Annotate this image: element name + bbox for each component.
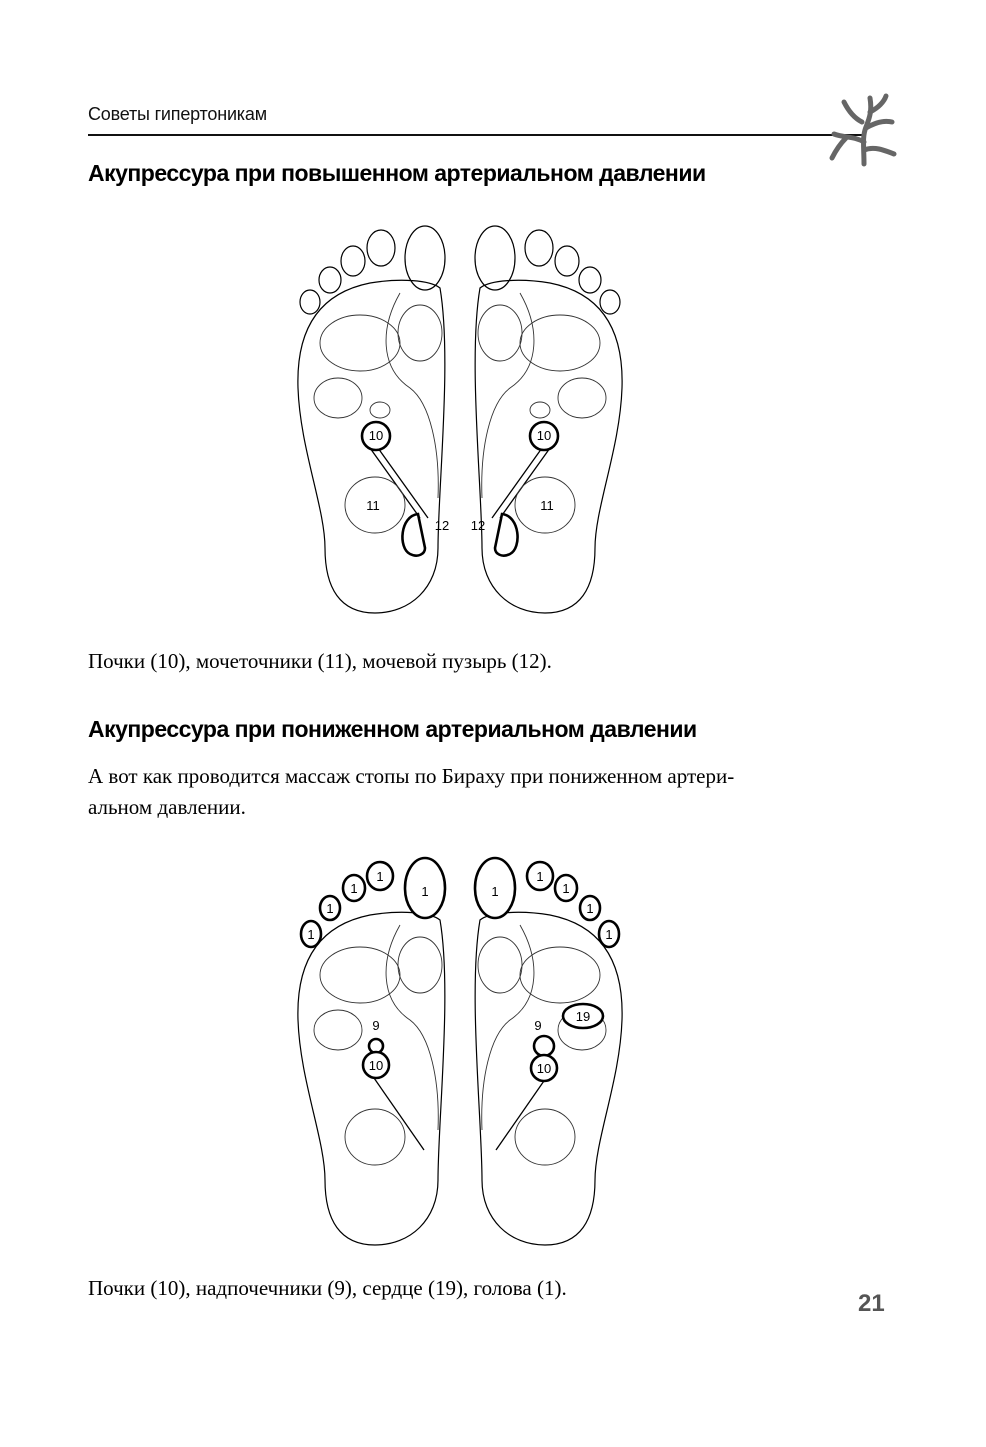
intro-line-1: А вот как проводится массаж стопы по Бираху при пониженном артери- bbox=[88, 764, 735, 788]
right-toe-5 bbox=[600, 290, 620, 314]
right-2-head-label-3: 1 bbox=[562, 881, 570, 896]
left-toe-5 bbox=[300, 290, 320, 314]
left-meridian-line bbox=[386, 293, 438, 498]
right-zone-c bbox=[558, 378, 606, 418]
right-2-meridian-line bbox=[482, 925, 534, 1130]
right-ureter-line-b bbox=[492, 448, 542, 518]
intro-paragraph bbox=[88, 761, 848, 823]
right-foot-2 bbox=[475, 858, 622, 1245]
left-big-toe bbox=[405, 226, 445, 290]
right-zone-b bbox=[478, 305, 522, 361]
right-2-head-label-2: 1 bbox=[536, 869, 544, 884]
left-2-head-label-5: 1 bbox=[307, 927, 315, 942]
right-2-adrenal-point bbox=[534, 1036, 554, 1056]
right-toe-4 bbox=[579, 267, 601, 293]
right-toe-2 bbox=[525, 230, 553, 266]
left-2-ureter-line bbox=[374, 1078, 424, 1150]
right-bladder-zone bbox=[495, 514, 518, 556]
feet-diagram-high-pressure bbox=[270, 218, 650, 618]
right-2-heart-label: 19 bbox=[575, 1009, 591, 1024]
right-2-ureter-line bbox=[496, 1078, 546, 1150]
left-toe-2 bbox=[367, 230, 395, 266]
left-2-head-label-4: 1 bbox=[326, 901, 334, 916]
right-bladder-label: 12 bbox=[470, 518, 486, 533]
feet-diagram-low-pressure bbox=[270, 850, 650, 1250]
left-zone-c bbox=[314, 378, 362, 418]
heading-high-pressure: Акупрессура при повышенном артериальном давлении bbox=[88, 160, 706, 186]
left-toe-4 bbox=[319, 267, 341, 293]
right-zone-d bbox=[530, 402, 550, 418]
heading-low-pressure: Акупрессура при пониженном артериальном давлении bbox=[88, 716, 697, 742]
right-2-head-label-5: 1 bbox=[605, 927, 613, 942]
left-foot bbox=[298, 226, 449, 613]
caption-low-pressure: Почки (10), надпочечники (9), сердце (19), голова (1). bbox=[88, 1276, 567, 1300]
right-ureter-label: 11 bbox=[540, 498, 554, 513]
caption-high-pressure: Почки (10), мочеточники (11), мочевой пузырь (12). bbox=[88, 649, 552, 673]
right-meridian-line bbox=[482, 293, 534, 498]
left-2-head-label-3: 1 bbox=[350, 881, 358, 896]
left-bladder-label: 12 bbox=[434, 518, 450, 533]
left-2-head-label-2: 1 bbox=[376, 869, 384, 884]
right-2-kidney-label: 10 bbox=[536, 1061, 552, 1076]
left-foot-2 bbox=[298, 858, 445, 1245]
left-foot-2-outline bbox=[298, 912, 445, 1245]
left-bladder-zone bbox=[402, 514, 425, 556]
branch-ornament-icon bbox=[826, 92, 902, 168]
page-number: 21 bbox=[858, 1290, 885, 1317]
left-2-head-label-1: 1 bbox=[421, 884, 429, 899]
right-2-head-label-1: 1 bbox=[491, 884, 499, 899]
right-2-lower-zone bbox=[515, 1109, 575, 1165]
right-2-head-label-4: 1 bbox=[586, 901, 594, 916]
left-2-zone-c bbox=[314, 1010, 362, 1050]
right-toe-3 bbox=[555, 246, 579, 276]
left-2-zone-b bbox=[398, 937, 442, 993]
left-2-meridian-line bbox=[386, 925, 438, 1130]
left-kidney-label: 10 bbox=[368, 428, 384, 443]
header-rule bbox=[88, 134, 866, 136]
left-ureter-line-b bbox=[378, 448, 428, 518]
left-ureter-label: 11 bbox=[366, 498, 380, 513]
right-big-toe bbox=[475, 226, 515, 290]
right-kidney-label: 10 bbox=[536, 428, 552, 443]
left-zone-d bbox=[370, 402, 390, 418]
left-2-lower-zone bbox=[345, 1109, 405, 1165]
left-2-kidney-label: 10 bbox=[368, 1058, 384, 1073]
right-2-adrenal-label: 9 bbox=[534, 1018, 542, 1033]
left-zone-b bbox=[398, 305, 442, 361]
right-2-zone-b bbox=[478, 937, 522, 993]
right-foot bbox=[475, 226, 622, 613]
left-toe-3 bbox=[341, 246, 365, 276]
intro-line-2: альном давлении. bbox=[88, 795, 246, 819]
running-head: Советы гипертоникам bbox=[88, 104, 267, 124]
left-2-adrenal-label: 9 bbox=[372, 1018, 380, 1033]
